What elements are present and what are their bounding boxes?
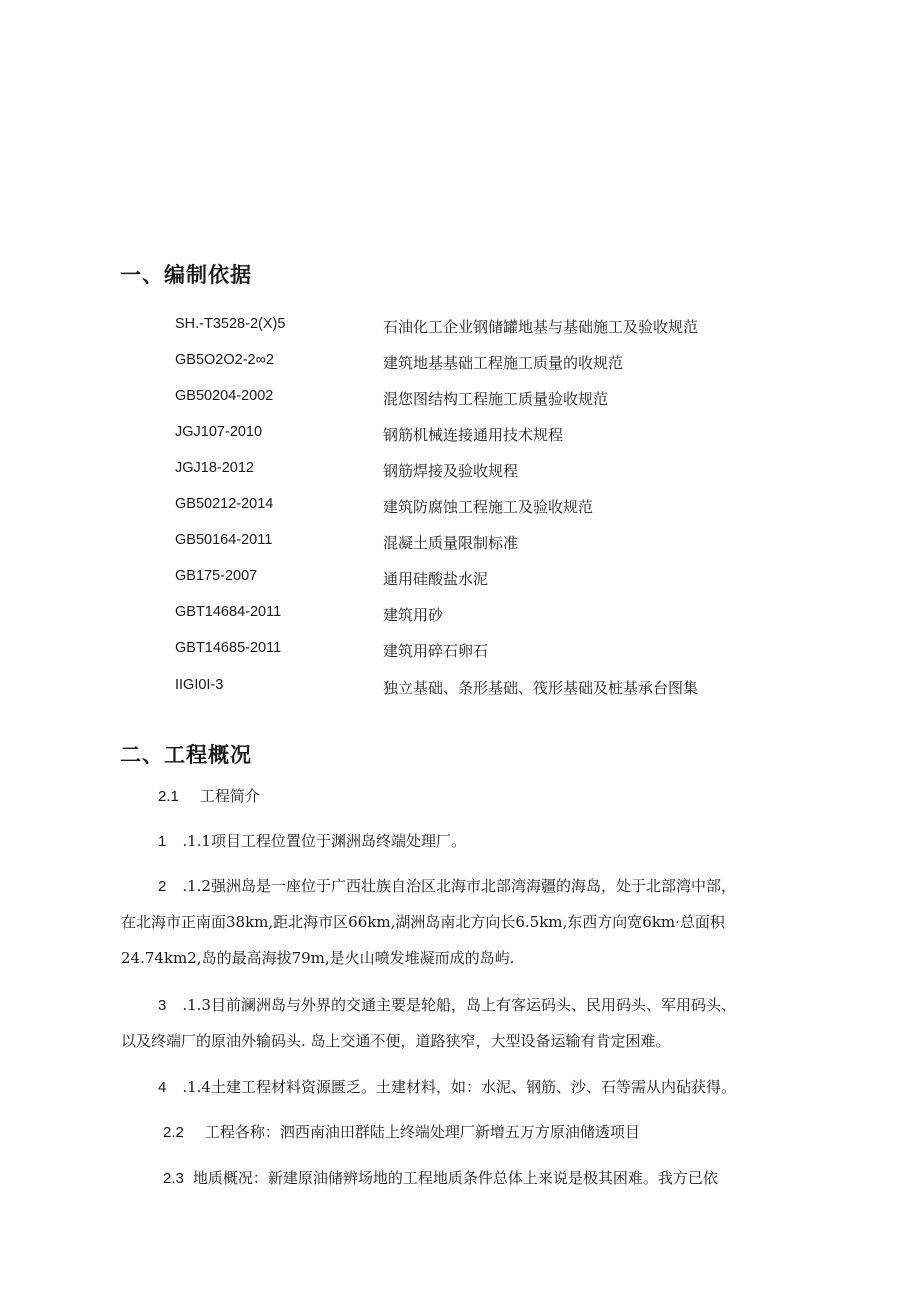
paragraph-line: 在北海市正南面38km,距北海市区66km,湖洲岛南北方向长6.5km,东西方向宽6km·总面积 bbox=[121, 913, 725, 931]
item-text: .1.4土建工程材料资源匮乏。土建材料，如：水泥、钢筋、沙、石等需从内砧获得。 bbox=[182, 1078, 736, 1096]
item-number: 2 bbox=[158, 878, 167, 895]
section-heading-overview: 二、工程概况 bbox=[120, 743, 252, 767]
reference-title: 建筑用砂 bbox=[383, 606, 444, 624]
reference-title: 钢筋焊接及验收规程 bbox=[383, 462, 519, 480]
subsection-2-1 bbox=[158, 785, 260, 806]
reference-code: GBT14684-2011 bbox=[175, 604, 282, 620]
reference-title: 通用硅酸盐水泥 bbox=[383, 570, 489, 588]
reference-title: 混凝土质量限制标准 bbox=[383, 534, 519, 552]
reference-title: 独立基础、条形基础、筏形基础及桩基承台图集 bbox=[383, 679, 699, 697]
paragraph-line bbox=[158, 994, 736, 1015]
reference-code: GB50204-2002 bbox=[175, 388, 274, 404]
section-heading-basis: 一、编制依据 bbox=[120, 263, 252, 287]
reference-code: GBT14685-2011 bbox=[175, 640, 282, 656]
subsection-number: 2.1 bbox=[158, 788, 179, 805]
item-text: .1.3目前澜洲岛与外界的交通主要是轮船，岛上有客运码头、民用码头、军用码头、 bbox=[182, 996, 736, 1014]
subsection-2-3 bbox=[163, 1167, 718, 1188]
reference-title: 建筑地基基础工程施工质量的收规范 bbox=[383, 354, 624, 372]
subsection-2-2 bbox=[163, 1121, 640, 1142]
paragraph-line bbox=[158, 875, 736, 896]
reference-code: SH.-T3528-2(X)5 bbox=[175, 316, 286, 332]
item-text: .1.2强洲岛是一座位于广西壮族自治区北海市北部湾海疆的海岛，处于北部湾中部， bbox=[182, 877, 736, 895]
item-number: 4 bbox=[158, 1079, 167, 1096]
item-number: 1 bbox=[158, 833, 167, 850]
paragraph-line bbox=[158, 1076, 736, 1097]
paragraph-line: 以及终端厂的原油外输码头. 岛上交通不便，道路狭窄，大型设备运输有肯定困难。 bbox=[121, 1032, 671, 1050]
paragraph-line bbox=[158, 830, 466, 851]
subsection-text: 工程各称：泗西南油田群陆上终端处理厂新增五万方原油储透项目 bbox=[204, 1123, 640, 1141]
subsection-title: 工程简介 bbox=[199, 787, 260, 805]
reference-title: 石油化工企业钢储罐地基与基础施工及验收规范 bbox=[383, 318, 699, 336]
reference-code: JGJ18-2012 bbox=[175, 460, 254, 476]
reference-code: GB175-2007 bbox=[175, 568, 258, 584]
reference-title: 建筑用碎石卵石 bbox=[383, 642, 489, 660]
reference-title: 建筑防腐蚀工程施工及验收规范 bbox=[383, 498, 594, 516]
reference-code: JGJ107-2010 bbox=[175, 424, 263, 440]
subsection-number: 2.2 bbox=[163, 1124, 184, 1141]
subsection-number: 2.3 bbox=[163, 1170, 184, 1187]
item-number: 3 bbox=[158, 997, 167, 1014]
paragraph-line: 24.74km2,岛的最高海拔79m,是火山喷发堆凝而成的岛屿. bbox=[121, 949, 515, 967]
reference-title: 钢筋机械连接通用技术规程 bbox=[383, 426, 564, 444]
reference-code: GB50212-2014 bbox=[175, 496, 274, 512]
reference-code: GB50164-2011 bbox=[175, 532, 273, 548]
reference-code: GB5O2O2-2∞2 bbox=[175, 352, 274, 368]
item-text: .1.1项目工程位置位于渊洲岛终端处理厂。 bbox=[182, 832, 466, 850]
reference-code: IIGI0I-3 bbox=[175, 677, 224, 693]
subsection-text: 地质概况：新建原油储辨场地的工程地质条件总体上来说是极其困难。我方已依 bbox=[192, 1169, 718, 1187]
reference-title: 混您图结构工程施工质量验收规范 bbox=[383, 390, 609, 408]
